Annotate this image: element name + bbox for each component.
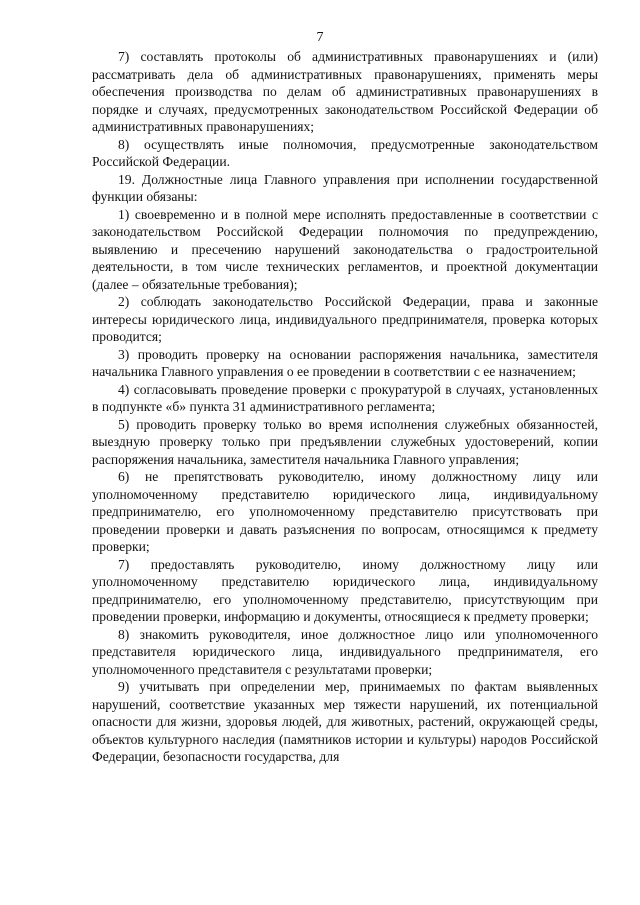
page-number: 7 xyxy=(316,30,324,45)
document-body xyxy=(92,48,598,766)
paragraph-item-7-protocols: 7) составлять протоколы об административных правонарушениях и (или) рассматривать дела об административных правонарушениях, применять меры обеспечения производства по делам об административных правонарушениях в порядке и случаях, предусмотренных законодательством Российской Федерации об административных правонарушениях; xyxy=(92,49,598,134)
paragraph-duty-5: 5) проводить проверку только во время исполнения служебных обязанностей, выездную проверку только при предъявлении служебных удостоверений, копии распоряжения начальника, заместителя начальника Главного управления; xyxy=(92,416,598,467)
paragraph-item-8-other-powers: 8) осуществлять иные полномочия, предусмотренные законодательством Российской Федерации. xyxy=(92,136,598,169)
paragraph-duty-9: 9) учитывать при определении мер, принимаемых по фактам выявленных нарушений, соответствие указанных мер тяжести нарушений, их потенциальной опасности для жизни, здоровья людей, для животных, растений, окружающей среды, объектов культурного наследия (памятников истории и культуры) народов Российской Федерации, безопасности государства, для xyxy=(92,679,598,764)
paragraph-duty-6: 6) не препятствовать руководителю, иному должностному лицу или уполномоченному представителю юридического лица, индивидуальному предпринимателю, его уполномоченному представителю присутствовать при проведении проверки и давать разъяснения по вопросам, относящимся к предмету проверки; xyxy=(92,469,598,554)
paragraph-duty-2: 2) соблюдать законодательство Российской Федерации, права и законные интересы юридического лица, индивидуального предпринимателя, проверка которых проводится; xyxy=(92,294,598,344)
paragraph-duty-4: 4) согласовывать проведение проверки с прокуратурой в случаях, установленных в подпункте «б» пункта 31 административного регламента; xyxy=(92,381,598,414)
paragraph-duty-8: 8) знакомить руководителя, иное должностное лицо или уполномоченного представителя юридического лица, индивидуального предпринимателя, его уполномоченного представителя с результатами проверки; xyxy=(92,626,598,677)
paragraph-section-19-heading: 19. Должностные лица Главного управления при исполнении государственной функции обязаны: xyxy=(92,171,598,204)
paragraph-duty-7: 7) предоставлять руководителю, иному должностному лицу или уполномоченному представителю юридического лица, индивидуальному предпринимателю, его уполномоченному представителю, присутствующим при проведении проверки, информацию и документы, относящиеся к предмету проверки; xyxy=(92,556,598,624)
paragraph-duty-1: 1) своевременно и в полной мере исполнять предоставленные в соответствии с законодательством Российской Федерации полномочия по предупреждению, выявлению и пресечению нарушений законодательства о градостроительной деятельности, в том числе технических регламентов, и проектной документации (далее – обязательные требования); xyxy=(92,206,598,292)
paragraph-duty-3: 3) проводить проверку на основании распоряжения начальника, заместителя начальника Главного управления о ее проведении в соответствии с ее назначением; xyxy=(92,346,598,379)
